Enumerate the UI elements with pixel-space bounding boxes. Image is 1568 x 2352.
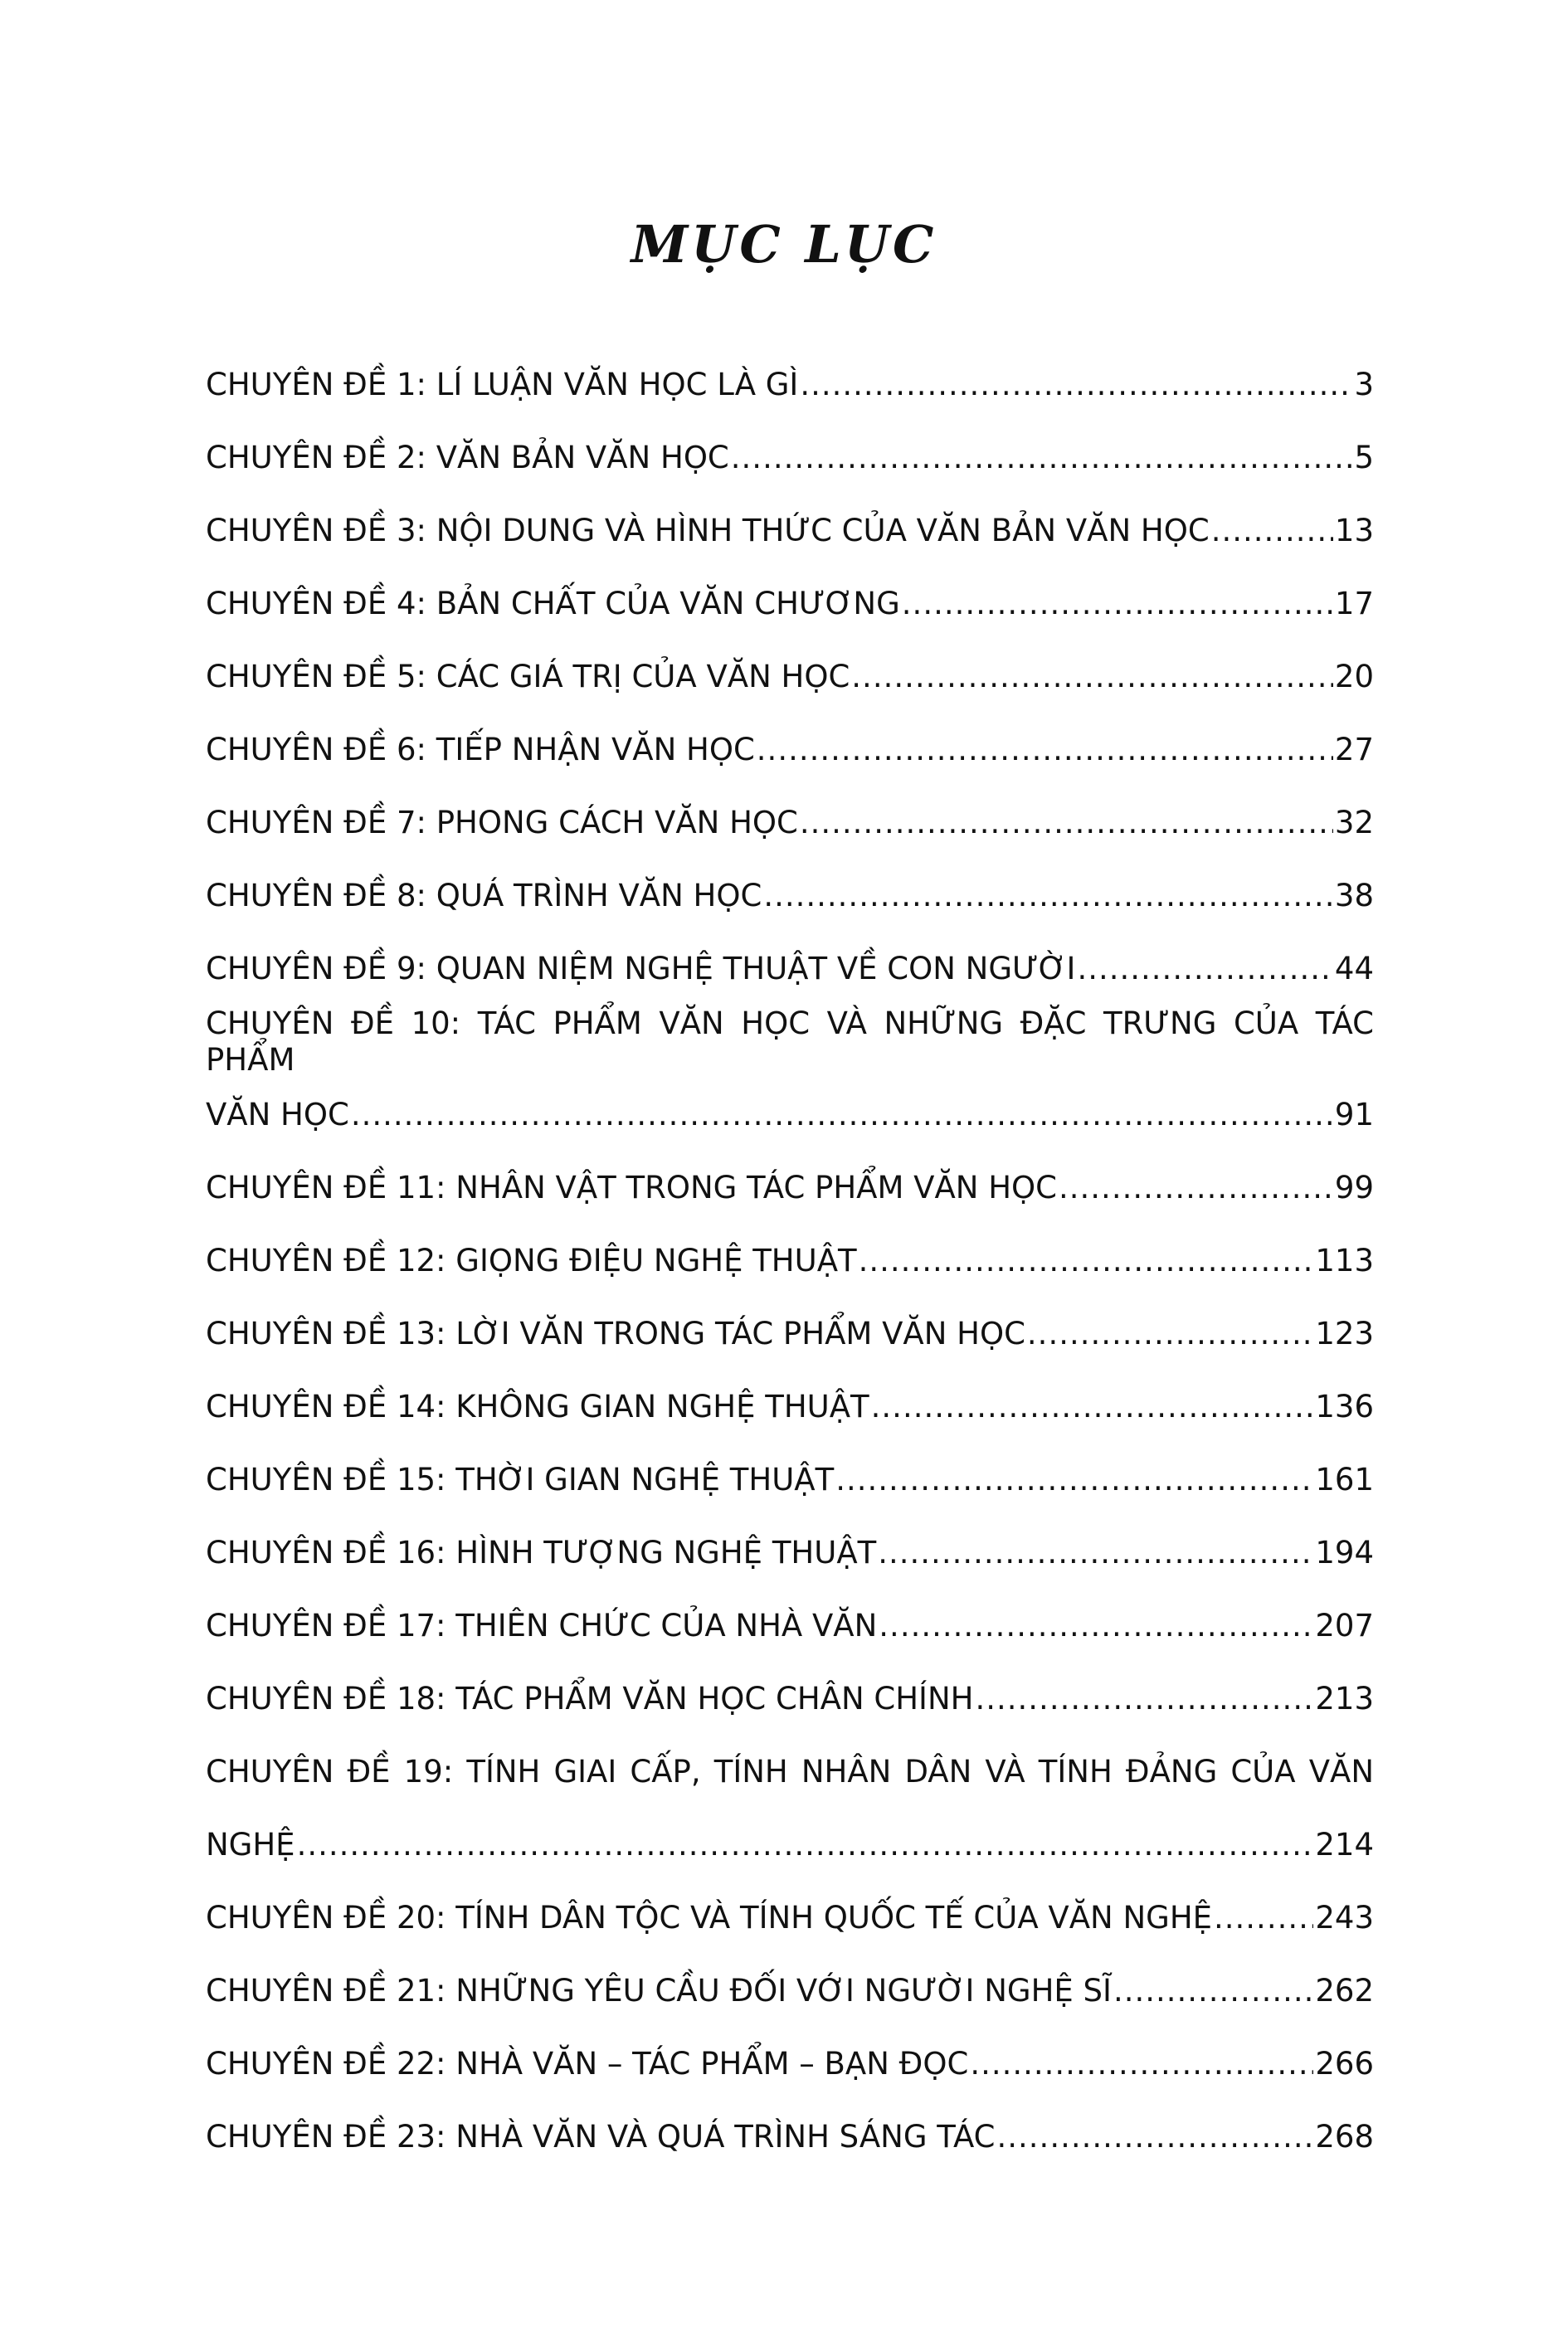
toc-entry[interactable] [206, 1006, 1374, 1152]
toc-entry[interactable] [206, 640, 1374, 713]
toc-page-number: 38 [1334, 878, 1374, 913]
toc-entry-label-line [206, 1809, 1374, 1882]
toc-entry-label: CHUYÊN ĐỀ 5: CÁC GIÁ TRỊ CỦA VĂN HỌC [206, 659, 850, 694]
toc-entry-label: CHUYÊN ĐỀ 22: NHÀ VĂN – TÁC PHẨM – BẠN ĐỌC [206, 2046, 969, 2082]
toc-page-number: 266 [1315, 2046, 1374, 2082]
toc-entry[interactable] [206, 1882, 1374, 1955]
toc-entry[interactable] [206, 1517, 1374, 1590]
toc-entry-label: CHUYÊN ĐỀ 16: HÌNH TƯỢNG NGHỆ THUẬT [206, 1535, 877, 1570]
toc-entry-label: NGHỆ [206, 1827, 295, 1863]
toc-entry-label: CHUYÊN ĐỀ 20: TÍNH DÂN TỘC VÀ TÍNH QUỐC TẾ CỦA VĂN NGHỆ [206, 1900, 1213, 1936]
toc-entry-label: CHUYÊN ĐỀ 23: NHÀ VĂN VÀ QUÁ TRÌNH SÁNG TÁC [206, 2119, 996, 2155]
toc-entry-label: CHUYÊN ĐỀ 21: NHỮNG YÊU CẦU ĐỐI VỚI NGƯỜI NGHỆ SĨ [206, 1973, 1112, 2009]
toc-entry[interactable] [206, 1444, 1374, 1517]
toc-entry[interactable] [206, 786, 1374, 859]
toc-page-number: 5 [1354, 440, 1374, 475]
dot-leader [731, 440, 1353, 476]
toc-entry[interactable] [206, 1152, 1374, 1225]
toc-entry-label: CHUYÊN ĐỀ 10: TÁC PHẨM VĂN HỌC VÀ NHỮNG ĐẶC TRƯNG CỦA TÁC PHẨM [206, 1006, 1374, 1078]
toc-page-number: 194 [1315, 1535, 1374, 1570]
toc-page-number: 123 [1315, 1316, 1374, 1351]
dot-leader [975, 1681, 1313, 1717]
toc-page-number: 91 [1334, 1097, 1374, 1132]
toc-entry-label-line [206, 1079, 1374, 1152]
dot-leader [1214, 1900, 1313, 1936]
toc-page-number: 214 [1315, 1827, 1374, 1863]
toc-page-number: 113 [1315, 1243, 1374, 1278]
dot-leader [297, 1827, 1314, 1863]
toc-entry[interactable] [206, 1663, 1374, 1736]
toc-page-number: 136 [1315, 1389, 1374, 1424]
toc-entry-label: CHUYÊN ĐỀ 7: PHONG CÁCH VĂN HỌC [206, 805, 798, 840]
toc-page-number: 213 [1315, 1681, 1374, 1717]
toc-entry[interactable] [206, 1590, 1374, 1663]
toc-page-number: 32 [1334, 805, 1374, 840]
toc-page-number: 99 [1334, 1170, 1374, 1205]
toc-entry[interactable] [206, 421, 1374, 494]
toc-page-number: 27 [1334, 732, 1374, 767]
toc-entry[interactable] [206, 494, 1374, 567]
toc-entry-label: CHUYÊN ĐỀ 17: THIÊN CHỨC CỦA NHÀ VĂN [206, 1608, 878, 1643]
toc-entry[interactable] [206, 1298, 1374, 1371]
toc-entry-label: CHUYÊN ĐỀ 18: TÁC PHẨM VĂN HỌC CHÂN CHÍNH [206, 1681, 974, 1717]
toc-entry-label: CHUYÊN ĐỀ 1: LÍ LUẬN VĂN HỌC LÀ GÌ [206, 367, 799, 402]
dot-leader [1027, 1316, 1313, 1352]
toc-entry-label: CHUYÊN ĐỀ 15: THỜI GIAN NGHỆ THUẬT [206, 1462, 835, 1497]
dot-leader [800, 805, 1333, 841]
toc-entry[interactable] [206, 2028, 1374, 2101]
dot-leader [763, 878, 1333, 914]
toc-entry[interactable] [206, 2101, 1374, 2174]
toc-entry-label: CHUYÊN ĐỀ 14: KHÔNG GIAN NGHỆ THUẬT [206, 1389, 869, 1424]
dot-leader [800, 367, 1352, 403]
toc-entry-label-line [206, 1006, 1374, 1079]
toc-entry[interactable] [206, 1955, 1374, 2028]
table-of-contents [206, 348, 1374, 2174]
toc-page-number: 13 [1334, 513, 1374, 548]
toc-entry-label-line [206, 1736, 1374, 1809]
dot-leader [879, 1608, 1313, 1644]
toc-entry[interactable] [206, 567, 1374, 640]
toc-page-number: 207 [1315, 1608, 1374, 1643]
toc-entry-label: CHUYÊN ĐỀ 19: TÍNH GIAI CẤP, TÍNH NHÂN DÂN VÀ TÍNH ĐẢNG CỦA VĂN [206, 1754, 1374, 1790]
dot-leader [871, 1389, 1314, 1425]
toc-entry[interactable] [206, 713, 1374, 786]
dot-leader [1077, 951, 1332, 987]
dot-leader [835, 1462, 1313, 1498]
toc-entry-label: CHUYÊN ĐỀ 12: GIỌNG ĐIỆU NGHỆ THUẬT [206, 1243, 857, 1278]
toc-entry-label: CHUYÊN ĐỀ 4: BẢN CHẤT CỦA VĂN CHƯƠNG [206, 586, 900, 621]
toc-entry-label: VĂN HỌC [206, 1097, 349, 1132]
dot-leader [1059, 1170, 1333, 1206]
toc-entry[interactable] [206, 859, 1374, 933]
toc-entry[interactable] [206, 1371, 1374, 1444]
toc-entry-label: CHUYÊN ĐỀ 8: QUÁ TRÌNH VĂN HỌC [206, 878, 762, 913]
dot-leader [351, 1097, 1333, 1133]
toc-entry[interactable] [206, 1225, 1374, 1298]
toc-entry[interactable] [206, 933, 1374, 1006]
toc-entry[interactable] [206, 348, 1374, 421]
toc-page-number: 243 [1315, 1900, 1374, 1936]
dot-leader [878, 1535, 1313, 1571]
dot-leader [970, 2046, 1313, 2082]
dot-leader [757, 732, 1333, 768]
dot-leader [902, 586, 1333, 622]
toc-entry-label: CHUYÊN ĐỀ 11: NHÂN VẬT TRONG TÁC PHẨM VĂN HỌC [206, 1170, 1058, 1205]
page-title: MỤC LỤC [631, 213, 937, 275]
dot-leader [851, 659, 1333, 695]
toc-page-number: 44 [1334, 951, 1374, 986]
toc-page-number: 268 [1315, 2119, 1374, 2155]
dot-leader [1211, 513, 1333, 549]
toc-page-number: 17 [1334, 586, 1374, 621]
toc-entry-label: CHUYÊN ĐỀ 13: LỜI VĂN TRONG TÁC PHẨM VĂN HỌC [206, 1316, 1025, 1351]
dot-leader [1113, 1973, 1313, 2009]
toc-entry-label: CHUYÊN ĐỀ 2: VĂN BẢN VĂN HỌC [206, 440, 729, 475]
toc-entry-label: CHUYÊN ĐỀ 3: NỘI DUNG VÀ HÌNH THỨC CỦA VĂN BẢN VĂN HỌC [206, 513, 1210, 548]
toc-entry[interactable] [206, 1736, 1374, 1882]
toc-page-number: 20 [1334, 659, 1374, 694]
toc-page-number: 3 [1354, 367, 1374, 402]
toc-entry-label: CHUYÊN ĐỀ 6: TIẾP NHẬN VĂN HỌC [206, 732, 755, 767]
toc-page-number: 262 [1315, 1973, 1374, 2009]
toc-entry-label: CHUYÊN ĐỀ 9: QUAN NIỆM NGHỆ THUẬT VỀ CON NGƯỜI [206, 951, 1076, 986]
dot-leader [997, 2119, 1314, 2155]
toc-page-number: 161 [1315, 1462, 1374, 1497]
dot-leader [859, 1243, 1314, 1279]
